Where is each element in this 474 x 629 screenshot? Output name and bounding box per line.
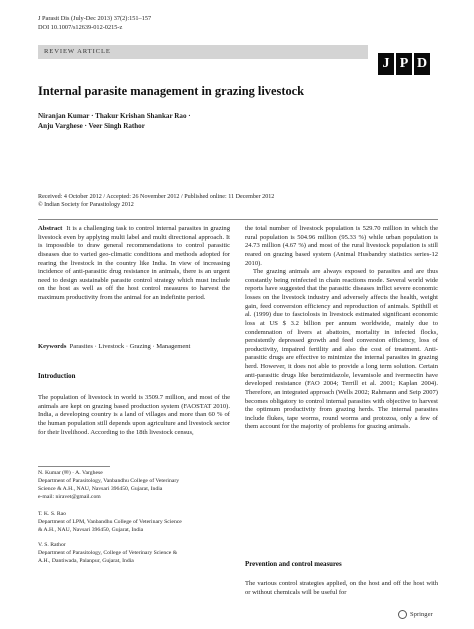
article-type: REVIEW ARTICLE <box>44 48 111 55</box>
publication-dates <box>38 193 274 210</box>
body-paragraph: the total number of livestock population is 529.70 million in which the rural population is 504.96 million (95.33 %) while urban population is 24.73 million (4.67 %) and most of the rural livestock population is still reared on grazing based system (Animal Husbandry statistics series-12 2010). <box>245 225 438 267</box>
publisher-name: Springer <box>410 611 433 618</box>
affiliation-name: V. S. Rathor <box>38 542 66 548</box>
introduction-text <box>38 394 230 437</box>
introduction-heading: Introduction <box>38 373 76 380</box>
journal-citation: J Parasit Dis (July-Dec 2013) 37(2):151–157 <box>38 15 152 22</box>
article-type-banner <box>38 45 368 59</box>
affiliation-inst: & A.H., NAU, Navsari 396450, Gujarat, India <box>38 526 144 533</box>
keywords-section <box>38 343 230 352</box>
journal-header <box>38 15 151 32</box>
header-divider <box>38 219 438 220</box>
article-title: Internal parasite management in grazing livestock <box>38 84 305 98</box>
keywords-label: Keywords <box>38 343 67 350</box>
affiliation-inst: A.H., Dantiwada, Palanpur, Gujarat, India <box>38 557 134 564</box>
body-paragraph: The grazing animals are always exposed to parasites and are thus constantly being reinfected in chain reactions mode. Several world wide reports have suggested that the parasitic diseases inflict severe economic losses on the livestock industry and adversely affects the health, weight gain, feed conversion efficiency and reproduction of animals. Spithill et al. (1999) due to fasciolosis in livestock estimated significant economic loss at US $ 3.2 billion per annum worldwide, mainly due to condemnation of livers at abattoirs, mortality in infected flocks, persistently depressed growth and feed conversion efficiency, loss of productivity, impaired fertility and also the cost of treatment. Anti-parasitic drugs are effective to minimize the internal parasites in grazing herd. However, it does not able to provide a long term solution. Certain anti-parasitic drugs like benzimidazole, levamisole and ivermectin have developed resistance (FAO 2004; Terrill et al. 2001; Kaplan 2004). Therefore, an integrated approach (Wells 2002; Rahmann and Seip 2007) becomes obligatory to control internal parasites with objective to harvest the optimum productivity from grazing herds. The internal parasites include flukes, tape worms, round worms and protozoa, only a few of them account for the majority of problems for grazing animals. <box>245 268 438 431</box>
affiliation-email: e-mail: niravet@gmail.com <box>38 493 101 500</box>
affiliation-1 <box>38 470 233 502</box>
section-text <box>245 580 438 597</box>
publisher-footer <box>398 610 433 619</box>
date-history: Received: 4 October 2012 / Accepted: 26 November 2012 / Published online: 11 December 2012 <box>38 194 275 200</box>
affiliation-dept: Department of Parasitology, Vanbandhu College of Veterinary <box>38 477 180 484</box>
body-paragraph: The various control strategies applied, on the host and off the host with or without chemicals will be useful for <box>245 580 438 596</box>
copyright: © Indian Society for Parasitology 2012 <box>38 202 134 209</box>
footnote-divider <box>38 466 110 467</box>
springer-horse-icon <box>398 610 407 619</box>
affiliation-name: N. Kumar (✉) · A. Varghese <box>38 470 103 476</box>
authors-line-1: Niranjan Kumar · Thakur Krishan Shankar Rao · <box>38 112 191 120</box>
logo-letter-j: J <box>378 53 394 75</box>
affiliation-dept: Department of LPM, Vanbandhu College of Veterinary Science <box>38 518 182 525</box>
abstract-section <box>38 225 230 303</box>
right-column-text <box>245 225 438 432</box>
logo-letter-d: D <box>414 53 430 75</box>
abstract-text: It is a challenging task to control internal parasites in grazing livestock even by applying multi label and multi directional approach. It is impossible to draw general recommendations to control parasitic diseases due to varied geo-climatic conditions and methods adopted for rearing the livestock in the country like India. In view of increasing incidence of anti-parasitic drug resistance in animals, there is an urgent need to design sustainable parasite control strategy which must include on the host as well as off the host control measures to harvest the maximum productivity from the animal for an indefinite period. <box>38 225 230 301</box>
section-heading: Prevention and control measures <box>245 561 342 568</box>
introduction-paragraph: The population of livestock in world is 3509.7 million, and most of the animals are kept on grazing based production system (FAOSTAT 2010). India, a developing country is a land of villages and more than 60 % of the human population still depends upon agriculture and livestock sector for their livelihood. According to the 18th livestock census, <box>38 394 230 436</box>
logo-letter-p: P <box>396 53 412 75</box>
authors-line-2: Anju Varghese · Veer Singh Rathor <box>38 122 145 130</box>
affiliation-2 <box>38 511 233 535</box>
keywords-text: Parasites · Livestock · Grazing · Management <box>69 343 191 350</box>
journal-logo <box>378 53 430 75</box>
affiliation-dept: Department of Parasitology, College of Veterinary Science & <box>38 549 178 556</box>
author-list <box>38 111 191 131</box>
affiliation-inst: Science & A.H., NAU, Navsari 396450, Gujarat, India <box>38 485 163 492</box>
affiliation-name: T. K. S. Rao <box>38 511 67 517</box>
doi: DOI 10.1007/s12639-012-0215-z <box>38 23 123 31</box>
abstract-label: Abstract <box>38 225 63 232</box>
affiliation-3 <box>38 542 233 566</box>
